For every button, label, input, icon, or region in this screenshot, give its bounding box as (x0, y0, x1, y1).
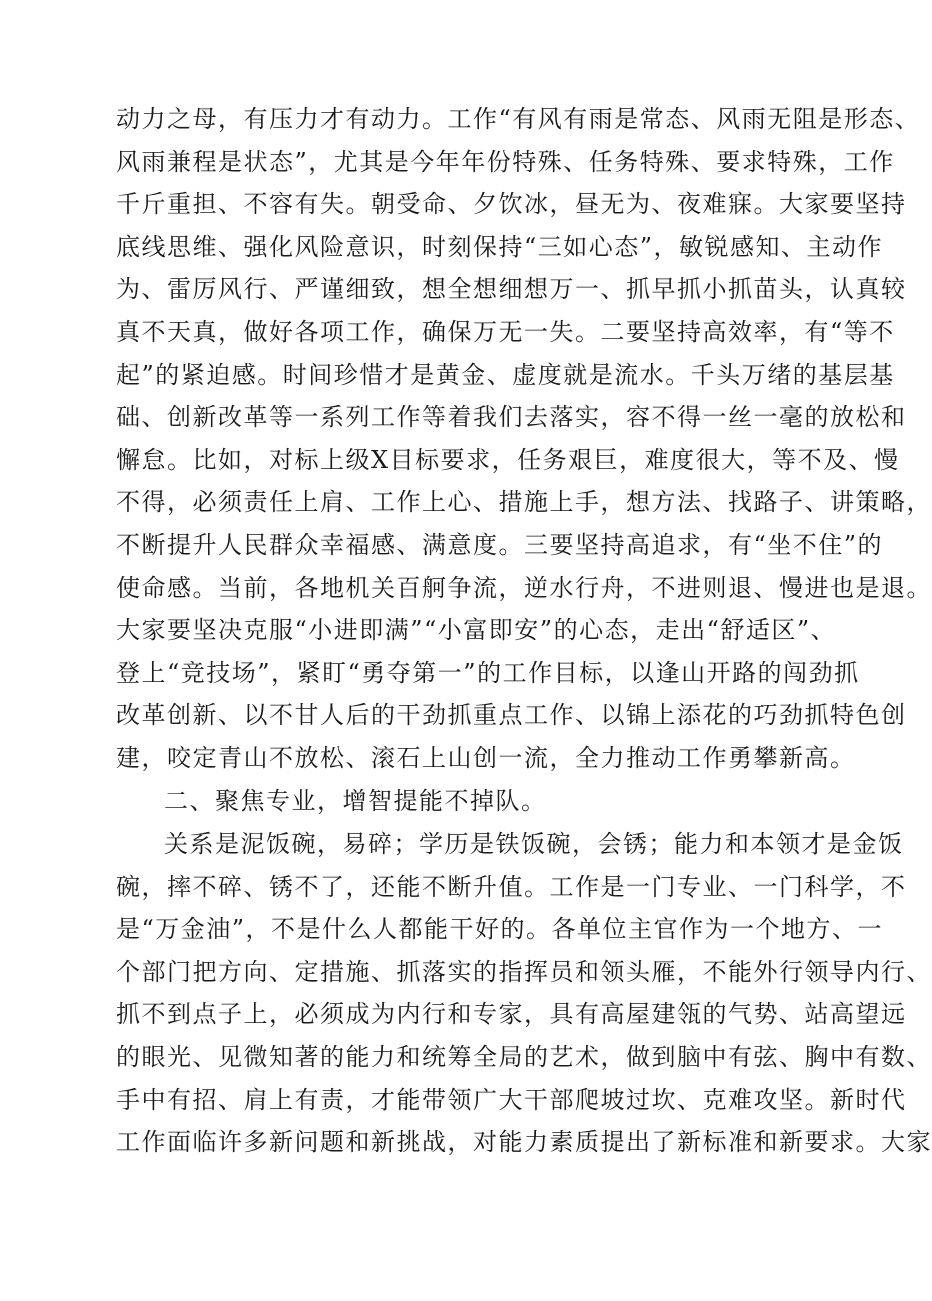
text-line: 不得，必须责任上肩、工作上心、措施上手，想方法、找路子、讲策略， (116, 488, 932, 517)
text-line: 抓不到点子上，必须成为内行和专家，具有高屋建瓴的气势、站高望远 (116, 1000, 907, 1029)
text-line: 登上“竞技场”，紧盯“勇夺第一”的工作目标，以逢山开路的闯劲抓 (116, 658, 860, 687)
text-line: 真不天真，做好各项工作，确保万无一失。二要坚持高效率，有“等不 (116, 317, 895, 346)
text-line: 风雨兼程是状态”，尤其是今年年份特殊、任务特殊、要求特殊，工作 (116, 147, 895, 176)
text-line: 起”的紧迫感。时间珍惜才是黄金、虚度就是流水。千头万绪的基层基 (116, 360, 895, 389)
text-line: 为、雷厉风行、严谨细致，想全想细想万一、抓早抓小抓苗头，认真较 (116, 275, 907, 304)
body-paragraph-1 (116, 98, 932, 780)
text-line: 底线思维、强化风险意识，时刻保持“三如心态”，敏锐感知、主动作 (116, 232, 884, 261)
text-line: 懈怠。比如，对标上级X目标要求，任务艰巨，难度很大，等不及、慢 (116, 445, 900, 474)
text-line: 动力之母，有压力才有动力。工作“有风有雨是常态、风雨无阻是形态、 (116, 105, 921, 133)
section-heading: 二、聚焦专业，增智提能不掉队。 (164, 787, 547, 815)
body-paragraph-2 (116, 823, 932, 1164)
text-line: 改革创新、以不甘人后的干劲抓重点工作、以锦上添花的巧劲抓特色创 (116, 701, 907, 730)
text-line: 关系是泥饭碗，易碎；学历是铁饭碗，会锈；能力和本领才是金饭 (164, 830, 904, 858)
text-line: 建，咬定青山不放松、滚石上山创一流，全力推动工作勇攀新高。 (116, 743, 856, 772)
text-line: 使命感。当前，各地机关百舸争流，逆水行舟，不进则退、慢进也是退。 (116, 573, 932, 602)
text-line: 础、创新改革等一系列工作等着我们去落实，容不得一丝一毫的放松和 (116, 403, 907, 432)
text-line: 个部门把方向、定措施、抓落实的指挥员和领头雁，不能外行领导内行、 (116, 957, 932, 986)
section-heading-block (116, 780, 828, 823)
text-line: 手中有招、肩上有责，才能带领广大干部爬坡过坎、克难攻坚。新时代 (116, 1085, 907, 1114)
text-line: 大家要坚决克服“小进即满”“小富即安”的心态，走出“舒适区”、 (116, 616, 837, 645)
text-line: 碗，摔不碎、锈不了，还能不断升值。工作是一门专业、一门科学，不 (116, 872, 907, 901)
text-line: 不断提升人民群众幸福感、满意度。三要坚持高追求，有“坐不住”的 (116, 530, 884, 559)
text-line: 工作面临许多新问题和新挑战，对能力素质提出了新标准和新要求。大家 (116, 1128, 932, 1157)
text-line: 是“万金油”，不是什么人都能干好的。各单位主官作为一个地方、一 (116, 915, 884, 944)
text-line: 的眼光、见微知著的能力和统筹全局的艺术，做到脑中有弦、胸中有数、 (116, 1042, 932, 1071)
text-line: 千斤重担、不容有失。朝受命、夕饮冰，昼无为、夜难寐。大家要坚持 (116, 190, 907, 219)
